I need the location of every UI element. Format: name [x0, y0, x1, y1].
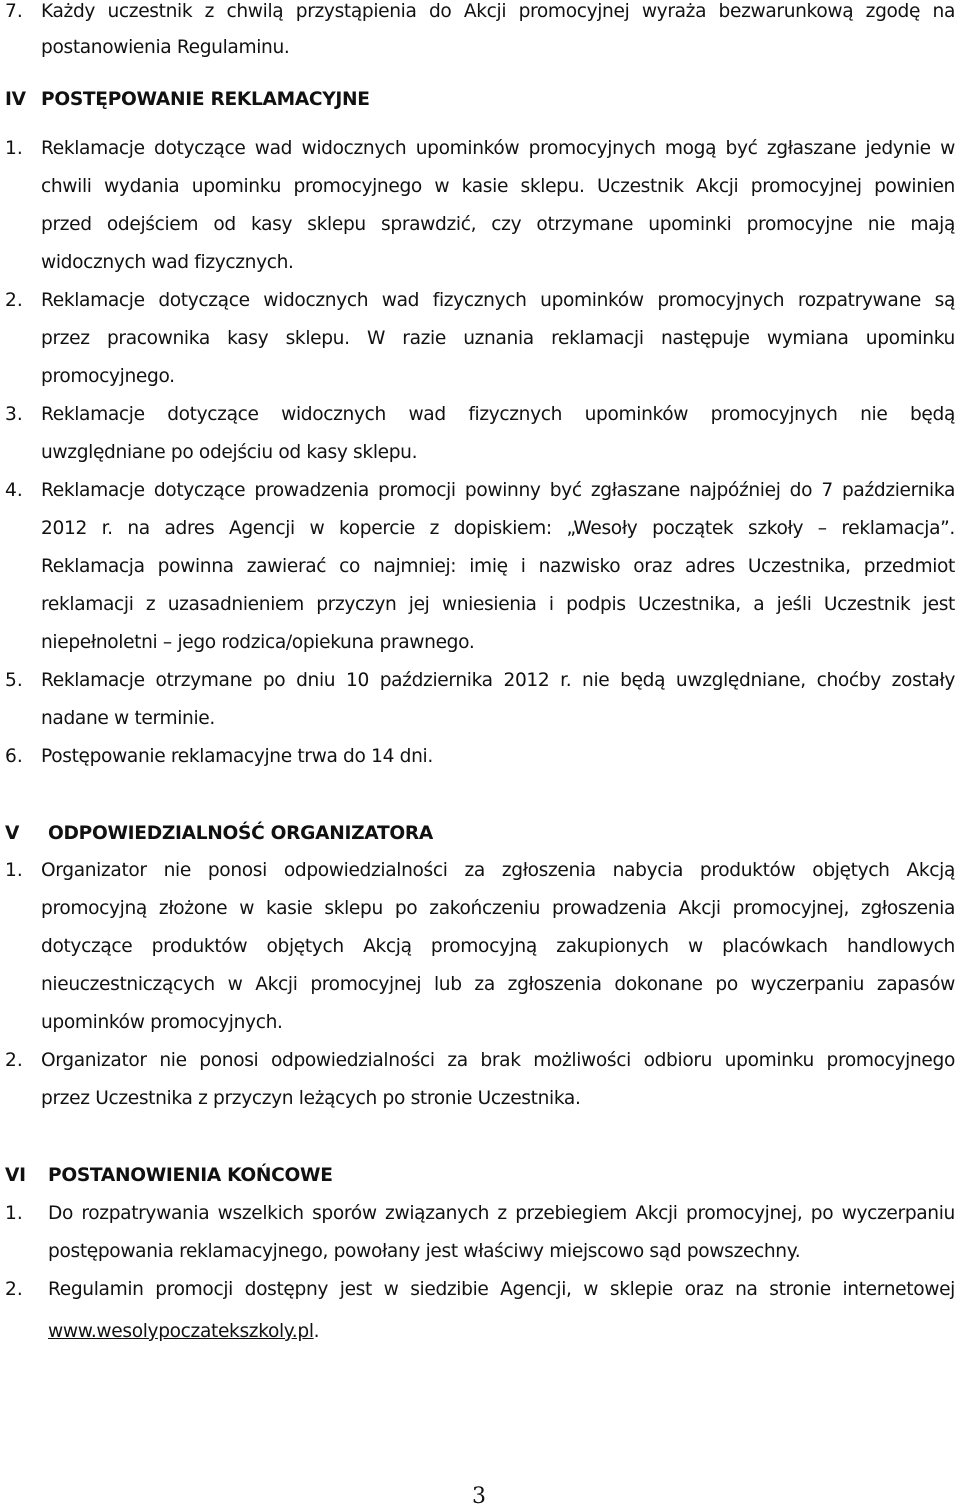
- section-title: POSTĘPOWANIE REKLAMACYJNE: [41, 89, 370, 110]
- item-number: 4.: [5, 480, 23, 501]
- item-number: 1.: [5, 860, 23, 881]
- paragraph-line: postępowania reklamacyjnego, powołany jest właściwy miejscowo sąd powszechny.: [48, 1241, 801, 1262]
- paragraph-line: Do rozpatrywania wszelkich sporów związanych z przebiegiem Akcji promocyjnej, po wyczerpaniu: [48, 1203, 955, 1224]
- website-link[interactable]: www.wesolypoczatekszkoly.pl: [48, 1321, 314, 1342]
- paragraph-line: Reklamacje dotyczące prowadzenia promocji powinny być zgłaszane najpóźniej do 7 października: [41, 480, 955, 501]
- section-title: ODPOWIEDZIALNOŚĆ ORGANIZATORA: [48, 823, 433, 844]
- paragraph-line: przez pracownika kasy sklepu. W razie uznania reklamacji następuje wymiana upominku: [41, 328, 955, 349]
- paragraph-line: Regulamin promocji dostępny jest w siedzibie Agencji, w sklepie oraz na stronie internetowej: [48, 1279, 955, 1300]
- item-number: 1.: [5, 138, 23, 159]
- paragraph-line: promocyjną złożone w kasie sklepu po zakończeniu prowadzenia Akcji promocyjnej, zgłoszenia: [41, 898, 955, 919]
- item-number: 7.: [5, 1, 23, 22]
- paragraph-line: Reklamacja powinna zawierać co najmniej: imię i nazwisko oraz adres Uczestnika, przedmiot: [41, 556, 955, 577]
- paragraph-line: Postępowanie reklamacyjne trwa do 14 dni.: [41, 746, 433, 767]
- paragraph-line: niepełnoletni – jego rodzica/opiekuna prawnego.: [41, 632, 475, 653]
- paragraph-line: nieuczestniczących w Akcji promocyjnej lub za zgłoszenia dokonane po wyczerpaniu zapasów: [41, 974, 955, 995]
- paragraph-line: Organizator nie ponosi odpowiedzialności za brak możliwości odbioru upominku promocyjnego: [41, 1050, 955, 1071]
- item-number: 2.: [5, 290, 23, 311]
- item-number: 2.: [5, 1279, 23, 1300]
- paragraph-line: Reklamacje otrzymane po dniu 10 października 2012 r. nie będą uwzględniane, choćby zostały: [41, 670, 955, 691]
- item-number: 5.: [5, 670, 23, 691]
- paragraph-line: reklamacji z uzasadnieniem przyczyn jej wniesienia i podpis Uczestnika, a jeśli Uczestnik jest: [41, 594, 955, 615]
- paragraph-line: Każdy uczestnik z chwilą przystąpienia do Akcji promocyjnej wyraża bezwarunkową zgodę na: [41, 1, 955, 22]
- link-tail: .: [313, 1321, 320, 1342]
- item-number: 1.: [5, 1203, 23, 1224]
- item-number: 6.: [5, 746, 23, 767]
- paragraph-line: widocznych wad fizycznych.: [41, 252, 294, 273]
- paragraph-line: przez Uczestnika z przyczyn leżących po stronie Uczestnika.: [41, 1088, 581, 1109]
- paragraph-line: postanowienia Regulaminu.: [41, 37, 290, 58]
- item-number: 2.: [5, 1050, 23, 1071]
- page-number: 3: [472, 1484, 486, 1509]
- paragraph-line: Reklamacje dotyczące widocznych wad fizycznych upominków promocyjnych rozpatrywane są: [41, 290, 955, 311]
- paragraph-line: uwzględniane po odejściu od kasy sklepu.: [41, 442, 418, 463]
- item-number: 3.: [5, 404, 23, 425]
- paragraph-line: Organizator nie ponosi odpowiedzialności za zgłoszenia nabycia produktów objętych Akcją: [41, 860, 955, 881]
- paragraph-line: chwili wydania upominku promocyjnego w kasie sklepu. Uczestnik Akcji promocyjnej powinien: [41, 176, 955, 197]
- section-numeral: IV: [5, 89, 26, 110]
- paragraph-line: Reklamacje dotyczące widocznych wad fizycznych upominków promocyjnych nie będą: [41, 404, 955, 425]
- paragraph-line: nadane w terminie.: [41, 708, 215, 729]
- paragraph-line: upominków promocyjnych.: [41, 1012, 283, 1033]
- paragraph-line: przed odejściem od kasy sklepu sprawdzić, czy otrzymane upominki promocyjne nie mają: [41, 214, 955, 235]
- paragraph-line: dotyczące produktów objętych Akcją promocyjną zakupionych w placówkach handlowych: [41, 936, 955, 957]
- section-numeral: VI: [5, 1165, 26, 1186]
- link-line: [48, 1320, 319, 1344]
- paragraph-line: promocyjnego.: [41, 366, 175, 387]
- paragraph-line: 2012 r. na adres Agencji w kopercie z dopiskiem: „Wesoły początek szkoły – reklamacja”.: [41, 518, 955, 539]
- section-numeral: V: [5, 823, 20, 844]
- paragraph-line: Reklamacje dotyczące wad widocznych upominków promocyjnych mogą być zgłaszane jedynie w: [41, 138, 955, 159]
- section-title: POSTANOWIENIA KOŃCOWE: [48, 1165, 333, 1186]
